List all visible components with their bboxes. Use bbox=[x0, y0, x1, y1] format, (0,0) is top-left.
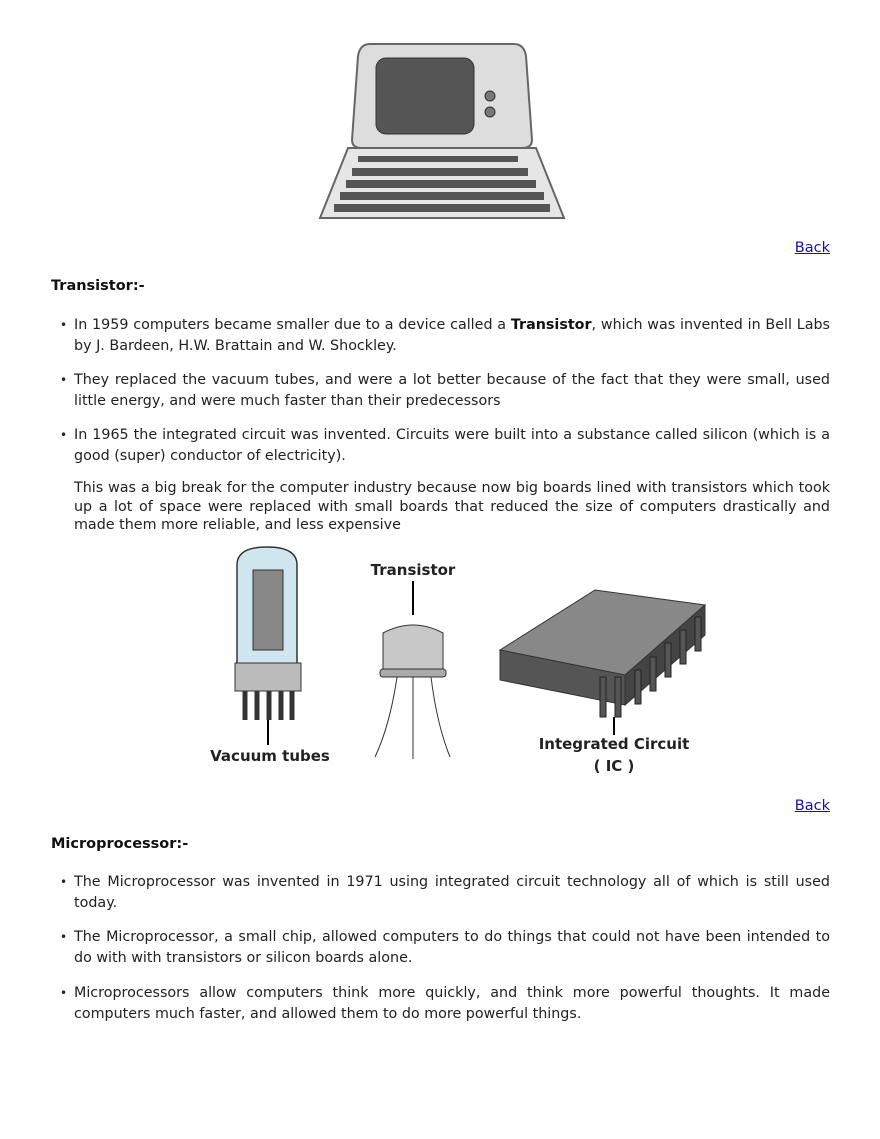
paragraph-vacuum-replacement: • They replaced the vacuum tubes, and were a lot better because of the fact that they were small, used little energy, and were much faster than their predecessors bbox=[60, 372, 830, 409]
label-transistor: Transistor bbox=[370, 561, 456, 580]
vacuum-tube-drawing bbox=[235, 547, 301, 745]
label-ic-abbr: ( IC ) bbox=[593, 757, 635, 776]
ic-chip-drawing bbox=[500, 590, 705, 735]
paragraph-integrated-circuit: • In 1965 the integrated circuit was invented. Circuits were built into a substance called silicon (which is a good (super) conductor of electricity). bbox=[60, 427, 830, 464]
section-heading-transistor: Transistor:- bbox=[51, 278, 145, 294]
label-vacuum-tubes: Vacuum tubes bbox=[210, 747, 330, 766]
bullet-icon: • bbox=[60, 428, 68, 442]
back-link[interactable] bbox=[0, 239, 880, 257]
bullet-icon: • bbox=[60, 875, 68, 890]
back-link-label[interactable]: Back bbox=[794, 240, 830, 256]
section-heading-microprocessor: Microprocessor:- bbox=[51, 836, 189, 853]
paragraph-microprocessor-1971: • The Microprocessor was invented in 1971 using integrated circuit technology all of which is still used today. bbox=[60, 874, 830, 911]
label-integrated-circuit: Integrated Circuit bbox=[538, 735, 690, 754]
bullet-icon: • bbox=[60, 986, 68, 1001]
components-figure bbox=[195, 545, 710, 780]
computer-illustration bbox=[318, 40, 566, 224]
bullet-icon: • bbox=[60, 930, 68, 945]
bullet-icon: • bbox=[60, 373, 68, 387]
transistor-drawing bbox=[375, 581, 450, 759]
paragraph-big-break: This was a big break for the computer industry because now big boards lined with transistors which took up a lot of space were replaced with small boards that reduced the size of computers drastically and made them more reliable, and less expensive bbox=[74, 480, 830, 534]
back-link[interactable] bbox=[0, 797, 880, 815]
paragraph-think-quickly: • Microprocessors allow computers think more quickly, and think more powerful thoughts. It made computers much faster, and allowed them to do more powerful things. bbox=[60, 985, 830, 1022]
back-link-label[interactable]: Back bbox=[794, 798, 830, 815]
bullet-icon: • bbox=[60, 318, 68, 332]
paragraph-transistor-invention: • In 1959 computers became smaller due to a device called a Transistor, which was invented in Bell Labs by J. Bardeen, H.W. Brattain and W. Shockley. bbox=[60, 317, 830, 354]
paragraph-small-chip: • The Microprocessor, a small chip, allowed computers to do things that could not have been intended to do with with transistors or silicon boards alone. bbox=[60, 929, 830, 966]
